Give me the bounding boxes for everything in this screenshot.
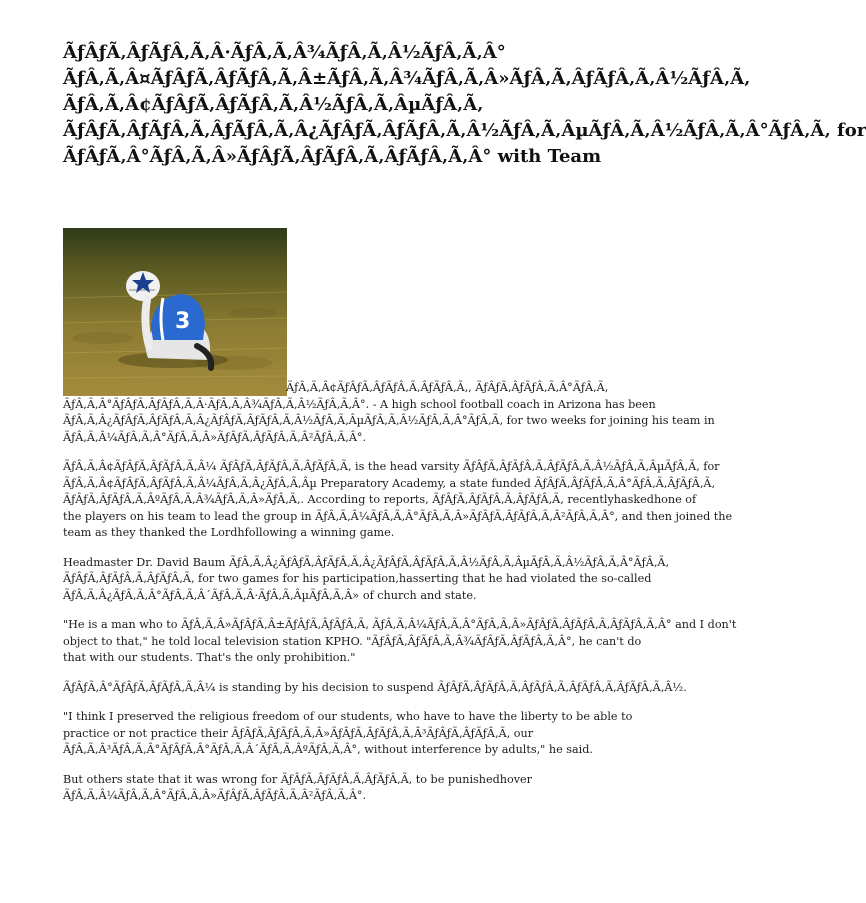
text-line: ÃƒÂ‚Ã‚Â¿ÃƒÂƒÃ‚ÂƒÃƒÂ‚Ã‚Â¿ÃƒÂƒÃ‚ÂƒÃƒÂ‚Ã‚Â½ÃƒÂ‚Ã‚ÂµÃƒÂ‚Ã‚Â½ÃƒÂ‚Ã‚Â°ÃƒÂ‚Ã‚ for two weeks for joining his team in xyxy=(63,414,715,427)
paragraph xyxy=(63,380,715,446)
text-line: "I think I preserved the religious freedom of our students, who have to have the liberty to be able to xyxy=(63,710,633,723)
text-line: "He is a man who to ÃƒÂ‚Ã‚Â»ÃƒÂƒÃ‚Â±ÃƒÂƒÃ‚ÂƒÃƒÂ‚Ã‚ ÃƒÂ‚Ã‚Â¼ÃƒÂ‚Ã‚Â°ÃƒÂ‚Ã‚Â»ÃƒÂƒÃ‚ÂƒÃƒÂ‚Ã‚ÂƒÃƒÂ‚Ã‚Â° and I don't xyxy=(63,618,737,631)
text-line: that with our students. That's the only prohibition." xyxy=(63,651,356,664)
text-line: ÃƒÂ‚Ã‚Â¢ÃƒÂƒÃ‚ÂƒÃƒÂ‚Ã‚Â¼ ÃƒÂƒÃ‚ÂƒÃƒÂ‚Ã‚ÂƒÃƒÂ‚Ã‚ is the head varsity ÃƒÂƒÃ‚ÂƒÃƒÂ‚Ã‚ÂƒÃƒÂ‚Ã‚Â½ÃƒÂ‚Ã‚ÂµÃƒÂ‚Ã‚ for xyxy=(63,460,720,473)
text-line: ÃƒÂƒÃ‚ÂƒÃƒÂ‚Ã‚ÂºÃƒÂ‚Ã‚Â¾ÃƒÂ‚Ã‚Â»ÃƒÂ‚Ã‚. According to reports, ÃƒÂƒÃ‚ÂƒÃƒÂ‚Ã‚ÂƒÃƒÂ‚Ã‚ recentlyhaskedhone of xyxy=(63,493,697,506)
text-line: practice or not practice their ÃƒÂƒÃ‚ÂƒÃƒÂ‚Ã‚Â»ÃƒÂƒÃ‚ÂƒÃƒÂ‚Ã‚Â³ÃƒÂƒÃ‚ÂƒÃƒÂ‚Ã‚ our xyxy=(63,726,534,740)
title-line: ÃƒÂ‚Ã‚Â¢ÃƒÂƒÃ‚ÂƒÃƒÂ‚Ã‚Â½ÃƒÂ‚Ã‚ÂµÃƒÂ‚Ã‚ xyxy=(63,94,484,115)
text-line: ÃƒÂƒÃ‚Â°ÃƒÂƒÃ‚ÂƒÃƒÂ‚Ã‚Â¼ is standing by his decision to suspend ÃƒÂƒÃ‚ÂƒÃƒÂ‚Ã‚ÂƒÃƒÂ‚Ã‚ÂƒÃƒÂ‚Ã‚ÂƒÃƒÂ‚Ã‚Â½. xyxy=(63,680,687,694)
football-player-photo xyxy=(63,228,287,396)
text-line: ÃƒÂƒÃ‚ÂƒÃƒÂ‚Ã‚ÂƒÃƒÂ‚Ã‚ for two games for his participation,hasserting that he had violated the so-called xyxy=(63,572,652,585)
text-line: Headmaster Dr. David Baum ÃƒÂ‚Ã‚Â¿ÃƒÂƒÃ‚ÂƒÃƒÂ‚Ã‚Â¿ÃƒÂƒÃ‚ÂƒÃƒÂ‚Ã‚Â½ÃƒÂ‚Ã‚ÂµÃƒÂ‚Ã‚Â½ÃƒÂ‚Ã‚Â°ÃƒÂ‚Ã‚ xyxy=(63,555,670,569)
title-line: ÃƒÂƒÃ‚Â°ÃƒÂ‚Ã‚Â»ÃƒÂƒÃ‚ÂƒÃƒÂ‚Ã‚ÂƒÃƒÂ‚Ã‚Â° with Team xyxy=(63,146,602,167)
text-line: ÃƒÂ‚Ã‚Â³ÃƒÂ‚Ã‚Â°ÃƒÂƒÃ‚Â°ÃƒÂ‚Ã‚Â´ÃƒÂ‚Ã‚ÂºÃƒÂ‚Ã‚Â°, without interference by adults," he said. xyxy=(63,743,593,756)
paragraph xyxy=(63,772,603,805)
paragraph xyxy=(63,459,733,542)
paragraph xyxy=(63,555,670,605)
title-line: ÃƒÂ‚Ã‚Â¤ÃƒÂƒÃ‚ÂƒÃƒÂ‚Ã‚Â±ÃƒÂ‚Ã‚Â¾ÃƒÂ‚Ã‚Â»ÃƒÂ‚Ã‚ÂƒÃƒÂ‚Ã‚Â½ÃƒÂ‚Ã‚ xyxy=(63,68,751,89)
paragraph xyxy=(63,617,737,667)
text-line: the players on his team to lead the group in ÃƒÂ‚Ã‚Â¼ÃƒÂ‚Ã‚Â°ÃƒÂ‚Ã‚Â»ÃƒÂƒÃ‚ÂƒÃƒÂ‚Ã‚Â²ÃƒÂ‚Ã‚Â°, and then joined the xyxy=(63,509,733,523)
title-line: ÃƒÂƒÃ‚ÂƒÃƒÂ‚Ã‚ÂƒÃƒÂ‚Ã‚Â¿ÃƒÂƒÃ‚ÂƒÃƒÂ‚Ã‚Â½ÃƒÂ‚Ã‚ÂµÃƒÂ‚Ã‚Â½ÃƒÂ‚Ã‚Â°ÃƒÂ‚Ã‚ for xyxy=(63,120,866,141)
svg-text:3: 3 xyxy=(175,309,191,334)
article-body xyxy=(63,380,737,818)
text-line: ÃƒÂ‚Ã‚Â¢ÃƒÂƒÃ‚ÂƒÃƒÂ‚Ã‚ÂƒÃƒÂ‚Ã‚, ÃƒÂƒÃ‚ÂƒÃƒÂ‚Ã‚Â°ÃƒÂ‚Ã‚ xyxy=(286,381,609,394)
text-line: ÃƒÂ‚Ã‚Â¢ÃƒÂƒÃ‚ÂƒÃƒÂ‚Ã‚Â¼ÃƒÂ‚Ã‚Â¿ÃƒÂ‚Ã‚Âµ Preparatory Academy, a state funded ÃƒÂƒÃ‚ÂƒÃƒÂ‚Ã‚Â°ÃƒÂ‚Ã‚ÂƒÃƒÂ‚Ã‚ xyxy=(63,476,716,490)
paragraph xyxy=(63,680,687,697)
text-line: object to that," he told local television station KPHO. "ÃƒÂƒÃ‚ÂƒÃƒÂ‚Ã‚Â¾ÃƒÂƒÃ‚ÂƒÃƒÂ‚Ã‚Â°, he can't do xyxy=(63,634,642,648)
text-line: ÃƒÂ‚Ã‚Â¿ÃƒÂ‚Ã‚Â°ÃƒÂ‚Ã‚Â´ÃƒÂ‚Ã‚Â·ÃƒÂ‚Ã‚ÂµÃƒÂ‚Ã‚Â» of church and state. xyxy=(63,588,477,602)
text-line: ÃƒÂ‚Ã‚Â°ÃƒÂƒÃ‚ÂƒÃƒÂ‚Ã‚Â·ÃƒÂ‚Ã‚Â¾ÃƒÂ‚Ã‚Â½ÃƒÂ‚Ã‚Â°. - A high school football coach in Arizona has been xyxy=(63,397,656,411)
paragraph xyxy=(63,709,633,759)
text-line: ÃƒÂ‚Ã‚Â¼ÃƒÂ‚Ã‚Â°ÃƒÂ‚Ã‚Â»ÃƒÂƒÃ‚ÂƒÃƒÂ‚Ã‚Â²ÃƒÂ‚Ã‚Â°. xyxy=(63,789,367,802)
title-line: ÃƒÂƒÃ‚ÂƒÃƒÂ‚Ã‚Â·ÃƒÂ‚Ã‚Â¾ÃƒÂ‚Ã‚Â½ÃƒÂ‚Ã‚Â° xyxy=(63,42,506,63)
text-line: ÃƒÂ‚Ã‚Â¼ÃƒÂ‚Ã‚Â°ÃƒÂ‚Ã‚Â»ÃƒÂƒÃ‚ÂƒÃƒÂ‚Ã‚Â²ÃƒÂ‚Ã‚Â°. xyxy=(63,430,367,444)
text-line: But others state that it was wrong for ÃƒÂƒÃ‚ÂƒÃƒÂ‚Ã‚ÂƒÃƒÂ‚Ã‚ to be punishedhover xyxy=(63,772,533,786)
text-line: team as they thanked the Lordhfollowing a winning game. xyxy=(63,526,395,539)
article-title xyxy=(63,40,866,170)
